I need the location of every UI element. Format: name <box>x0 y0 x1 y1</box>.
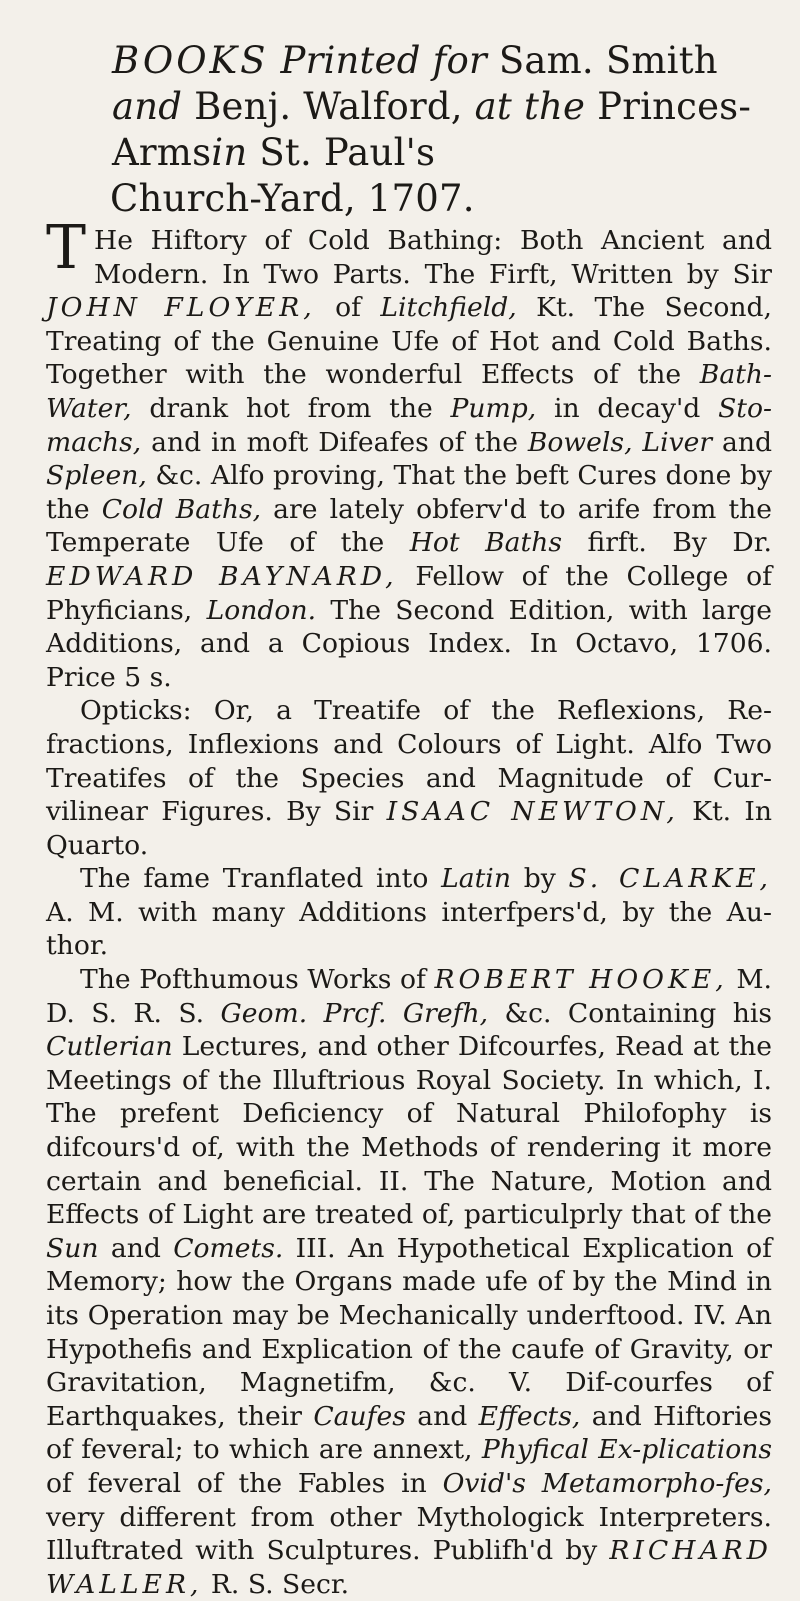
entry-text: Kt. The Second, Treating of the Genuine Ufe of Hot and Cold Baths. Together with the wonderful Effects of the <box>46 292 773 391</box>
entry-text: Fellow of the College of Phyficians, <box>46 560 772 626</box>
entry-text: and <box>98 1232 174 1264</box>
entry-text: firft. By Dr. <box>561 527 772 559</box>
header-and: and <box>112 85 183 128</box>
header-place: St. Paul's <box>259 131 436 174</box>
entry-hooke-works <box>46 963 772 1601</box>
entry-italic: Bowels, Liver <box>527 426 713 458</box>
entry-italic: Phyfical Ex-plications <box>481 1434 772 1466</box>
entry-text: Lectures, and other Difcourfes, Read at the Meetings of the Illuftrious Royal Society. In which, I. The prefent Deficiency of Natural Philofophy is difcours'd of, with the Methods of rendering it more certain and beneficial. II. The Nature, Motion and Effects of Light are treated of, particulprly that of the <box>46 1031 772 1231</box>
entry-italic: London. <box>206 594 317 626</box>
entry-text: M. D. S. R. S. <box>46 964 773 1029</box>
entry-text: Opticks: Or, a Treatife of the Reflexions, Re-fractions, Inflexions and Colours of Light. Alfo Two Treatifes of the Species and Magnitude of Cur-vilinear Figures. By Sir <box>46 695 772 828</box>
entry-text: of <box>315 292 381 324</box>
entry-author: EDWARD BAYNARD, <box>46 560 398 592</box>
header-in: in <box>211 131 248 174</box>
entry-italic: Cold Baths, <box>101 493 262 525</box>
entry-text: of feveral of the Fables in <box>46 1467 443 1499</box>
entry-text: Kt. In Quarto. <box>46 796 772 861</box>
entry-text: in decay'd <box>536 392 719 424</box>
entry-italic: Ovid's Metamorpho-fes, <box>442 1467 772 1499</box>
entry-text: R. S. Secr. <box>202 1568 350 1600</box>
entry-text: are lately obferv'd to arife from the Temperate Ufe of the <box>46 493 773 559</box>
entry-italic: Caufes <box>313 1400 406 1432</box>
entry-italic: Hot Baths <box>409 527 562 559</box>
entry-text: &c. Alfo proving, That the beft Cures done by the <box>46 460 772 525</box>
drop-cap: T <box>46 213 87 283</box>
entry-italic: Cutlerian <box>46 1031 173 1063</box>
entry-text: and <box>712 426 772 458</box>
header-at-the: at the <box>474 85 586 128</box>
header-sign: Princes-Arms <box>112 85 752 174</box>
header-books: BOOKS <box>112 39 269 82</box>
entry-cold-bathing <box>46 213 773 694</box>
header-place-date: Church-Yard, 1707. <box>110 177 475 220</box>
entry-italic: Effects, <box>478 1400 581 1432</box>
entry-text: The Pofthumous Works of <box>80 964 435 996</box>
entry-text: and <box>405 1400 479 1432</box>
entry-italic: Latin <box>441 863 511 895</box>
entry-text: III. An Hypothetical Explication of Memory; how the Organs made ufe of by the Mind in its Operation may be Mechanically underftood. IV. An Hypothefis and Explication of the caufe of Gravity, or Gravitation, Magnetifm, &c. V. Dif-courfes of Earthquakes, their <box>46 1232 772 1432</box>
entry-text: He Hiftory of Cold Bathing: Both Ancient and Modern. In Two Parts. The Firft, Written by Sir <box>94 225 772 290</box>
entry-opticks <box>46 694 772 862</box>
entry-italic: Sto-machs, <box>46 392 772 458</box>
entry-text: &c. Containing his <box>488 997 772 1029</box>
catalogue-header <box>46 38 772 222</box>
entry-author: ROBERT HOOKE, <box>434 964 728 996</box>
entry-italic: Bath-Water, <box>46 359 772 424</box>
entry-italic: Litchfield, <box>380 292 517 324</box>
entry-text: The fame Tranflated into <box>80 863 442 895</box>
entry-author: JOHN FLOYER, <box>46 292 316 324</box>
entry-italic: Geom. Prcf. Grefh, <box>220 997 489 1029</box>
entry-author: RICHARD WALLER, <box>46 1535 772 1600</box>
entry-text: very different from other Mythologick Interpreters. Illuftrated with Sculptures. Publifh'd by <box>46 1501 772 1567</box>
entry-author: S. CLARKE, <box>568 863 772 895</box>
entry-text: by <box>510 863 569 895</box>
header-printed-for: Printed for <box>280 39 487 82</box>
header-publisher-2: Benj. Walford, <box>194 85 463 128</box>
entry-italic: Spleen, <box>46 460 147 492</box>
entry-italic: Pump, <box>450 392 537 424</box>
entry-text: A. M. with many Additions interfpers'd, by the Au-thor. <box>46 896 772 962</box>
entry-italic: Comets. <box>173 1232 284 1264</box>
entry-text: and Hiftories of feveral; to which are annext, <box>46 1400 772 1466</box>
entry-italic: Sun <box>46 1232 99 1264</box>
entry-text: The Second Edition, with large Additions, and a Copious Index. In Octavo, 1706. Price 5 s. <box>46 594 772 693</box>
entry-text: drank hot from the <box>131 392 451 424</box>
entry-opticks-latin <box>46 862 772 963</box>
entry-text: and in moft Difeafes of the <box>141 426 528 458</box>
entry-author: ISAAC NEWTON, <box>386 796 679 828</box>
header-publisher-1: Sam. Smith <box>498 39 718 82</box>
